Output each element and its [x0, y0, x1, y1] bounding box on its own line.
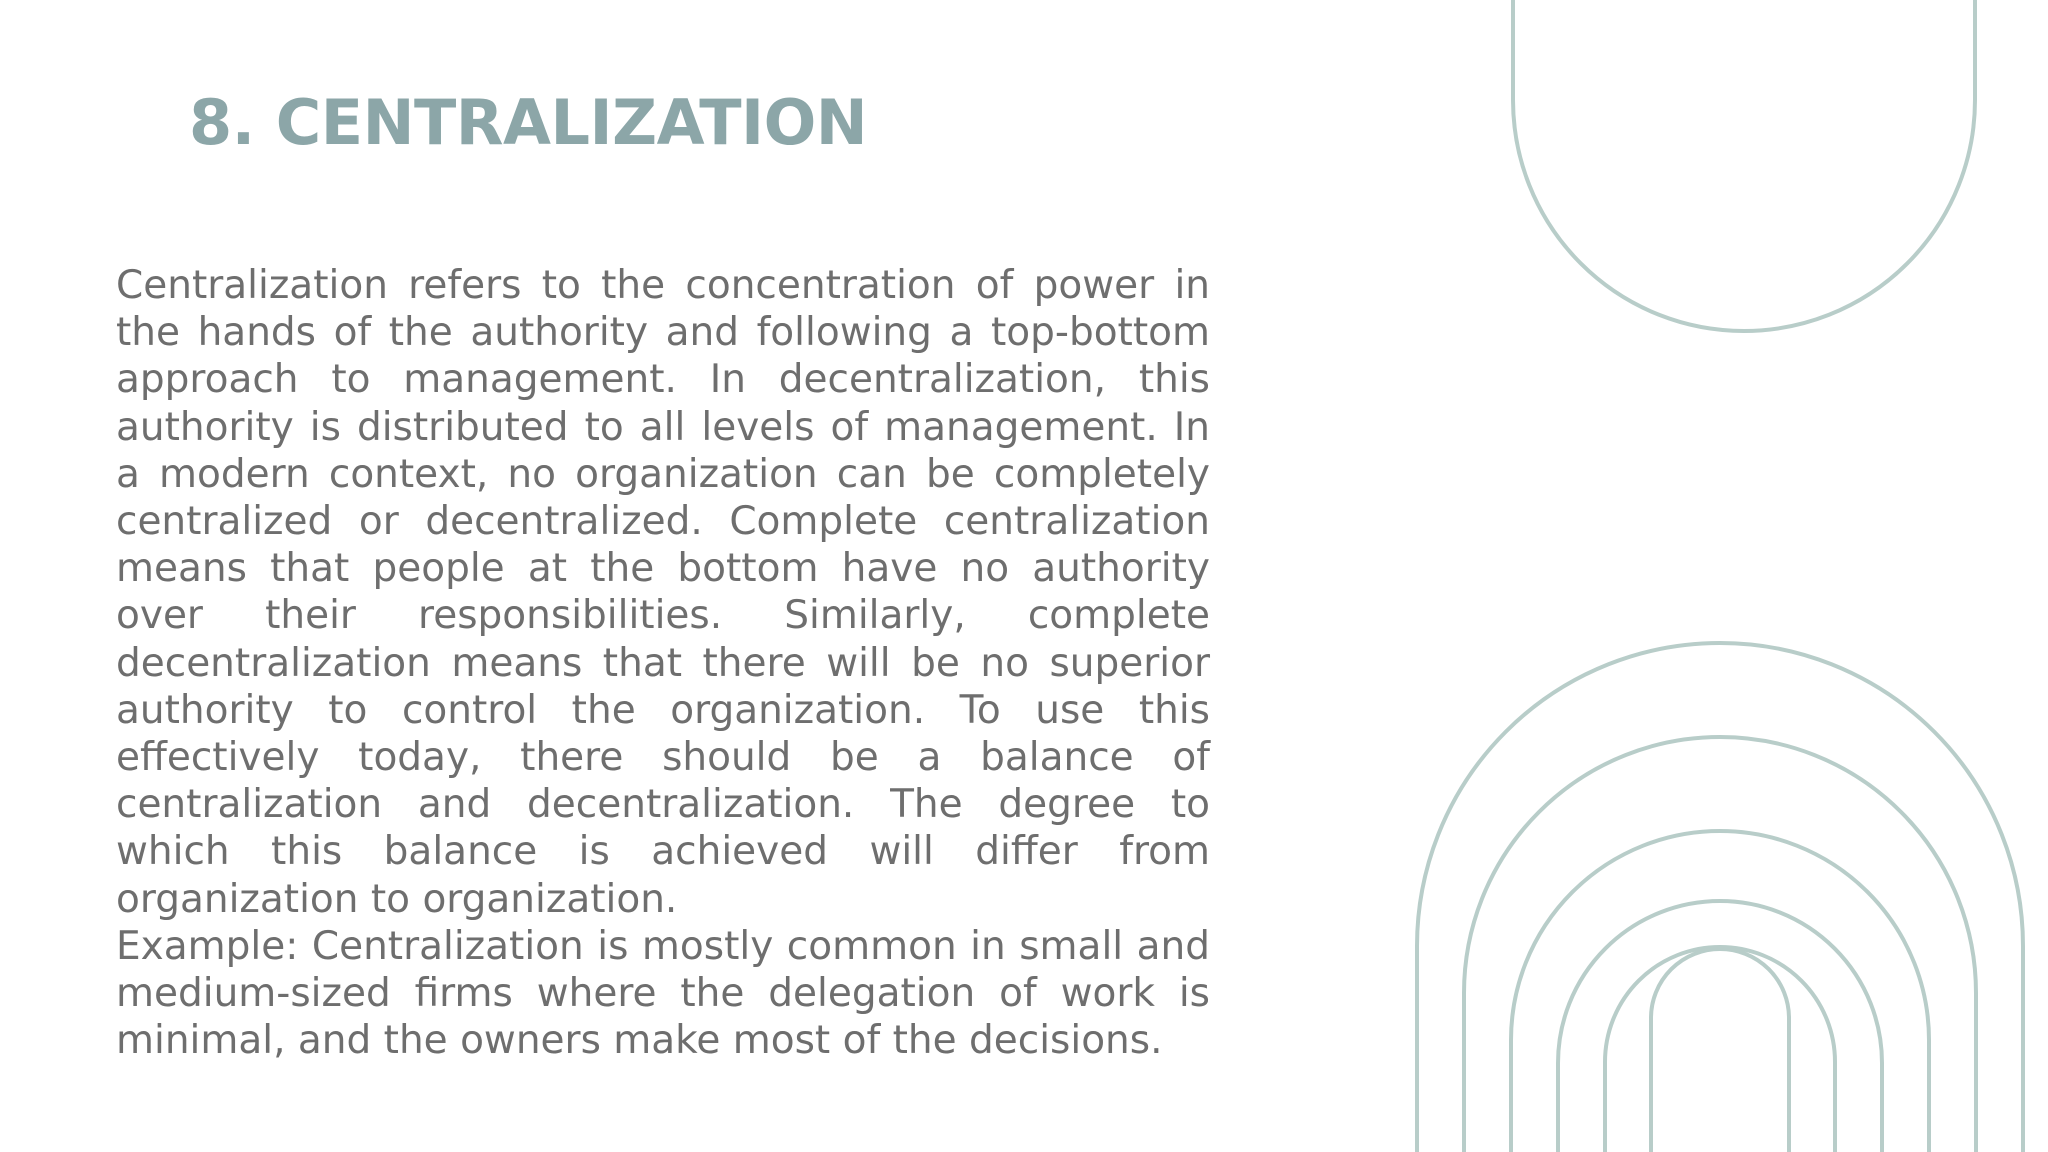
nested-arch-5 [1605, 947, 1835, 1152]
nested-arch-1 [1417, 643, 2023, 1152]
slide-title: 8. CENTRALIZATION [189, 86, 868, 159]
top-u-arch [1513, 0, 1975, 331]
paragraph-example: Example: Centralization is mostly common in small and medium-sized firms where the delegation of work is minimal, and the owners make most of the decisions. [116, 923, 1210, 1064]
nested-arch-2 [1464, 737, 1976, 1152]
body-text [116, 262, 1210, 1064]
nested-arch-4 [1558, 901, 1882, 1152]
paragraph-definition: Centralization refers to the concentration of power in the hands of the authority and following a top-bottom approach to management. In decentralization, this authority is distributed to all levels of management. In a modern context, no organization can be completely centralized or decentralized. Complete centralization means that people at the bottom have no authority over their responsibilities. Similarly, complete decentralization means that there will be no superior authority to control the organization. To use this effectively today, there should be a balance of centralization and decentralization. The degree to which this balance is achieved will differ from organization to organization. [116, 263, 1210, 922]
nested-arch-3 [1511, 831, 1929, 1152]
nested-arch-6 [1651, 949, 1789, 1152]
